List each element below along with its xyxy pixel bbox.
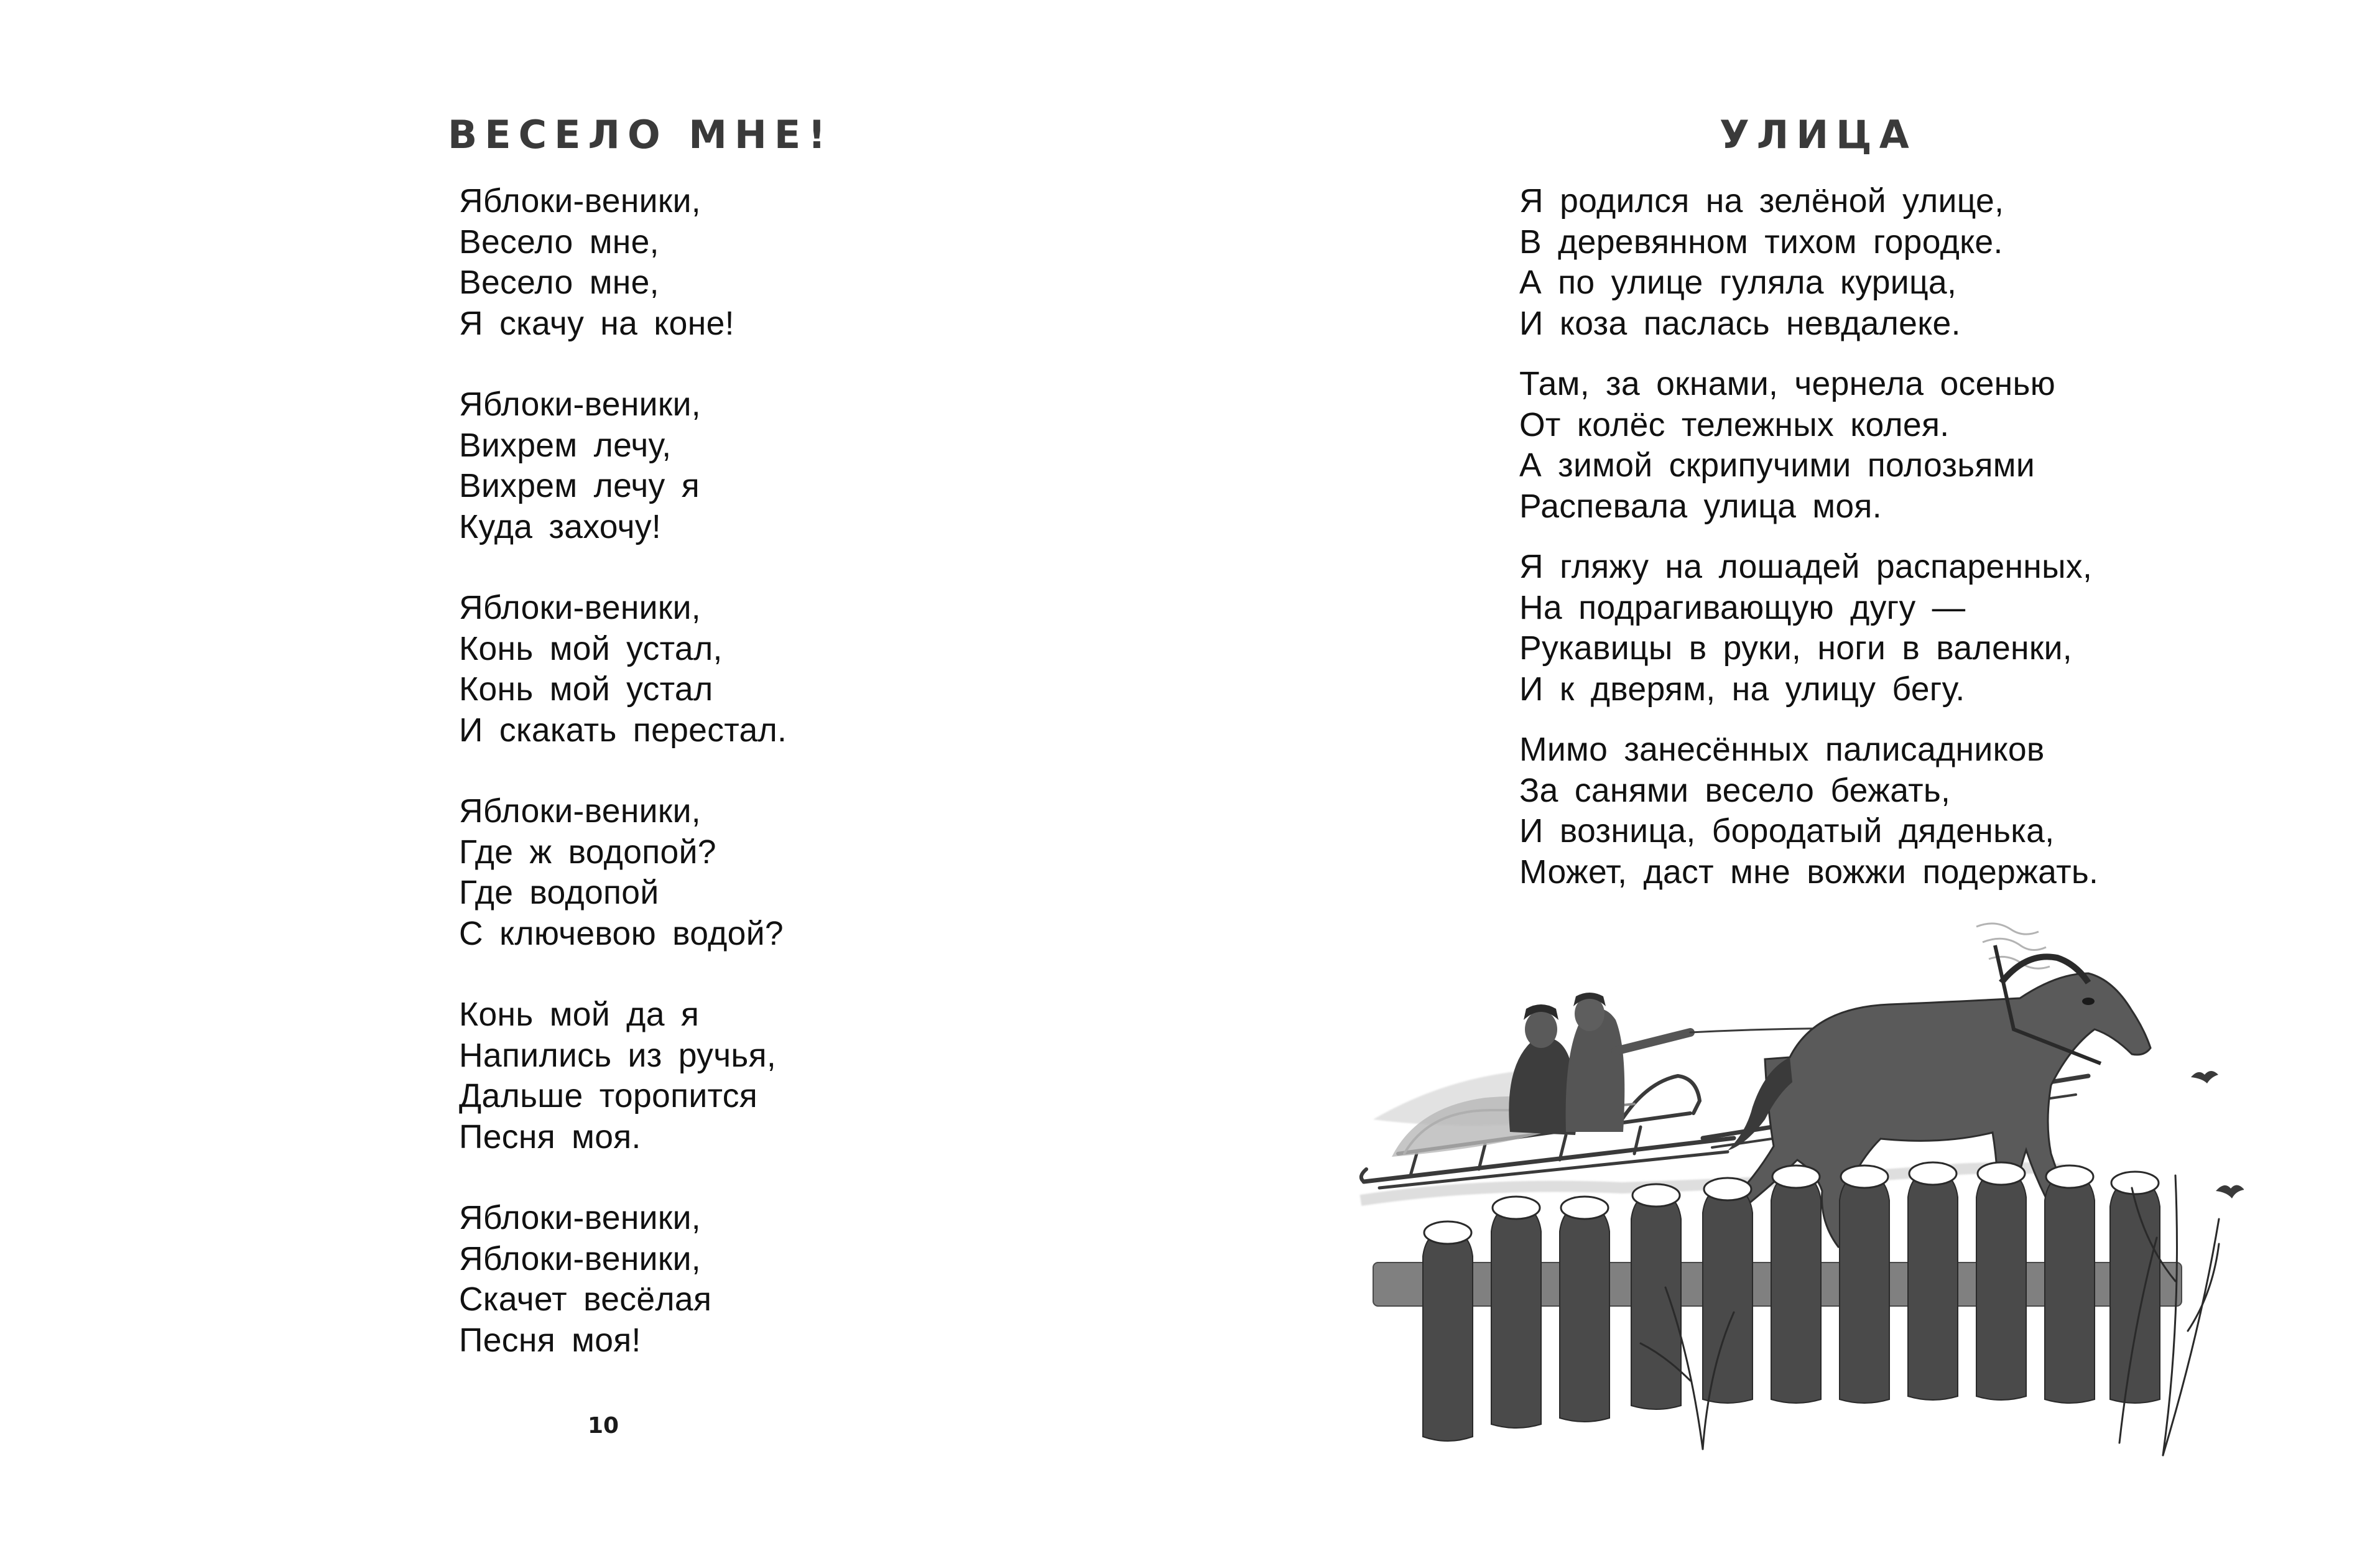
poem-line: Яблоки-веники, [459, 793, 701, 830]
poem-line: Где водопой [459, 874, 659, 911]
stanza [459, 384, 787, 547]
poem-line: Скачет весёлая [459, 1281, 712, 1318]
poem-line: Вихрем лечу, [459, 427, 672, 464]
poem-line: Может, даст мне вожжи подержать. [1519, 853, 2099, 891]
poem-line: Яблоки-веники, [459, 1240, 701, 1277]
poem-body [459, 181, 787, 1401]
poem-line: Напились из ручья, [459, 1037, 776, 1074]
stanza [459, 181, 787, 344]
poem-line: А зимой скрипучими полозьями [1519, 447, 2035, 484]
poem-line: В деревянном тихом городке. [1519, 223, 2003, 261]
poem-line: А по улице гуляла курица, [1519, 264, 1957, 301]
poem-line: Дальше торопится [459, 1078, 758, 1114]
poem-line: Я родился на зелёной улице, [1519, 183, 2004, 220]
poem-line: И к дверям, на улицу бегу. [1519, 670, 1965, 708]
poem-line: Конь мой да я [459, 996, 700, 1033]
poem-line: Яблоки-веники, [459, 590, 701, 626]
stanza [459, 791, 787, 954]
poem-line: За санями весело бежать, [1519, 772, 1951, 809]
poem-body [1519, 181, 2098, 912]
poem-line: Яблоки-веники, [459, 386, 701, 423]
poem-title: ВЕСЕЛО МНЕ! [448, 112, 833, 157]
poem-line: На подрагивающую дугу — [1519, 589, 1966, 626]
poem-line: Яблоки-веники, [459, 183, 701, 220]
stanza [459, 588, 787, 751]
poem-line: И коза паслась невдалеке. [1519, 305, 1961, 342]
poem-line: Весело мне, [459, 223, 659, 261]
stanza [1519, 730, 2098, 892]
page-number: 10 [588, 1413, 619, 1439]
poem-line: Я скачу на коне! [459, 305, 734, 342]
bird-icons [2191, 1071, 2244, 1198]
poem-line: От колёс тележных колея. [1519, 406, 1950, 443]
poem-line: Вихрем лечу я [459, 468, 700, 504]
poem-line: Песня моя! [459, 1322, 641, 1359]
stanza [1519, 181, 2098, 344]
poem-line: Весело мне, [459, 264, 659, 301]
poem-line: Конь мой устал [459, 671, 713, 708]
poem-line: Распевала улица моя. [1519, 488, 1882, 525]
poem-line: Мимо занесённых палисадников [1519, 731, 2045, 768]
steam-wisps [1976, 924, 2050, 968]
poem-line: Песня моя. [459, 1118, 641, 1156]
horse-sleigh-illustration [1354, 908, 2244, 1468]
poem-line: С ключевою водой? [459, 915, 784, 952]
poem-line: И скакать перестал. [459, 711, 787, 749]
right-page [1190, 0, 2380, 1543]
poem-line: Там, за окнами, чернела осенью [1519, 366, 2056, 402]
poem-title: УЛИЦА [1720, 112, 1917, 157]
poem-line: Где ж водопой? [459, 833, 716, 871]
poem-line: Рукавицы в руки, ноги в валенки, [1519, 630, 2072, 667]
poem-line: И возница, бородатый дяденька, [1519, 813, 2055, 850]
stanza [459, 994, 787, 1157]
poem-line: Яблоки-веники, [459, 1200, 701, 1236]
poem-line: Куда захочу! [459, 508, 662, 545]
stanza [1519, 547, 2098, 710]
poem-line: Я гляжу на лошадей распаренных, [1519, 549, 2093, 585]
stanza [1519, 364, 2098, 527]
sleigh-riders [1509, 993, 1690, 1135]
stanza [459, 1198, 787, 1361]
poem-line: Конь мой устал, [459, 630, 723, 667]
